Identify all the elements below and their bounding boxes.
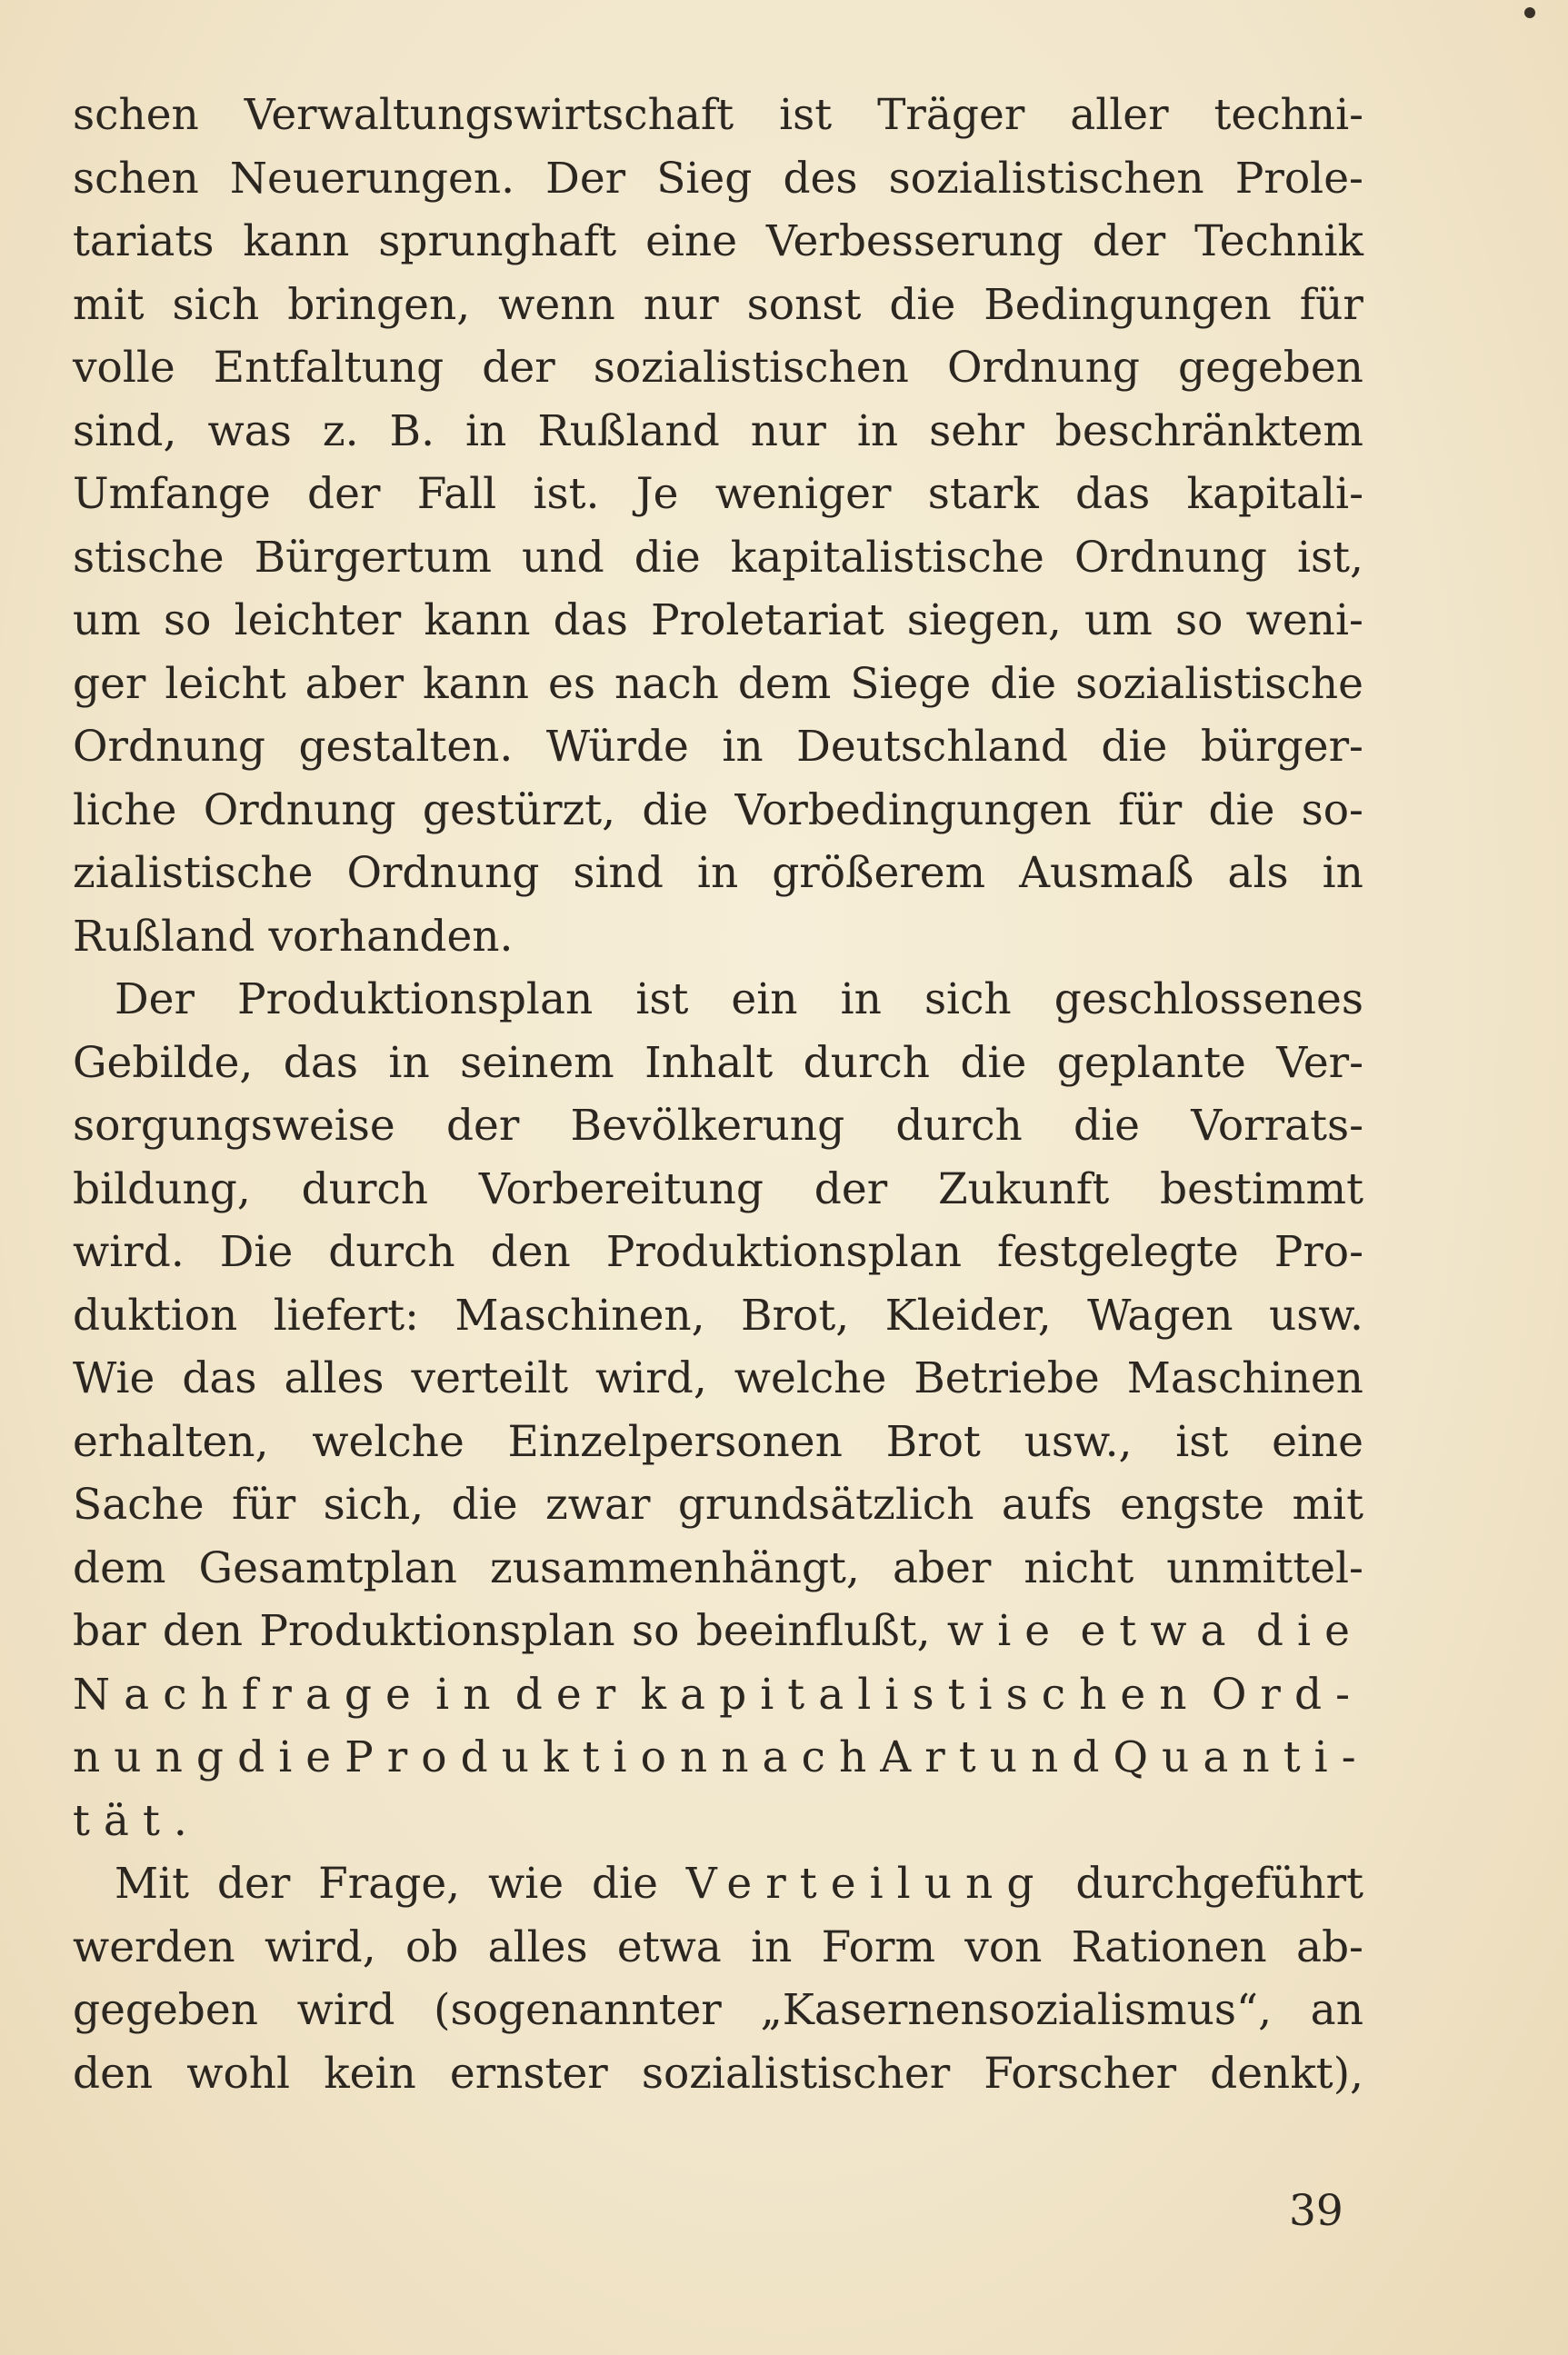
word: Entfaltung xyxy=(213,343,444,393)
word: um xyxy=(1084,595,1153,645)
text-line xyxy=(73,1537,1363,1601)
word: sorgungsweise xyxy=(73,1101,395,1151)
text-line xyxy=(73,2042,1363,2106)
word: sozialistischen xyxy=(888,153,1204,204)
word: Würde xyxy=(545,722,689,772)
word: was xyxy=(207,405,292,456)
word: Verteilung xyxy=(685,1859,1048,1909)
word: ist xyxy=(779,90,833,140)
text-line xyxy=(73,1726,1370,1790)
word: sozialistische xyxy=(1075,658,1363,709)
page-number: 39 xyxy=(1289,2186,1343,2236)
word: nach xyxy=(721,1732,881,1782)
word: Wie xyxy=(73,1353,155,1403)
text-line xyxy=(73,1284,1363,1348)
word: Betriebe xyxy=(914,1353,1100,1403)
word: zwar xyxy=(544,1480,651,1530)
word: geschlossenes xyxy=(1054,974,1363,1024)
word: das xyxy=(182,1353,257,1403)
word: „Kasernensozialismus“, xyxy=(760,1985,1273,2035)
word: Ordnung xyxy=(946,343,1140,393)
word: als xyxy=(1227,848,1289,898)
text-line xyxy=(73,1600,1363,1663)
word: so- xyxy=(1301,784,1363,835)
word: Gebilde, xyxy=(73,1037,254,1088)
word: Maschinen, xyxy=(454,1290,705,1341)
word: engste xyxy=(1120,1480,1265,1530)
word: Maschinen xyxy=(1126,1353,1363,1403)
word: Umfange xyxy=(73,469,271,519)
word: die xyxy=(1101,722,1168,772)
word: Produktion xyxy=(345,1732,722,1782)
word: die xyxy=(960,1037,1027,1088)
word: Deutschland xyxy=(796,722,1068,772)
word: sozialistischer xyxy=(641,2048,951,2099)
word: in xyxy=(465,405,507,456)
word: dem xyxy=(737,658,832,709)
word: bürger- xyxy=(1200,722,1363,772)
word: seinem xyxy=(460,1037,614,1088)
word: die xyxy=(642,784,709,835)
word: die xyxy=(1255,1606,1363,1656)
word: festgelegte xyxy=(996,1227,1239,1277)
word: wohl xyxy=(186,2048,291,2099)
word: es xyxy=(548,658,595,709)
word: der xyxy=(307,469,381,519)
word: Die xyxy=(219,1227,294,1277)
word: gestürzt, xyxy=(422,784,616,835)
word: sonst xyxy=(746,279,862,330)
word: die xyxy=(889,279,956,330)
text-line xyxy=(73,715,1363,779)
word: Sache xyxy=(73,1480,205,1530)
text-line xyxy=(73,274,1363,337)
word: Kleider, xyxy=(884,1290,1052,1341)
word: Je xyxy=(635,469,679,519)
text-line xyxy=(73,463,1363,526)
text-line xyxy=(73,1032,1363,1095)
text-line xyxy=(73,589,1363,653)
word: wie xyxy=(946,1606,1064,1656)
word: liefert: xyxy=(273,1290,420,1341)
word: sich xyxy=(924,974,1012,1024)
word: etwa xyxy=(616,1921,722,1972)
word: etwa xyxy=(1080,1606,1240,1656)
word: Der xyxy=(115,974,195,1024)
body-text xyxy=(73,84,1370,2105)
text-line xyxy=(73,336,1363,400)
word: Ausmaß xyxy=(1019,848,1194,898)
word: ernster xyxy=(449,2048,608,2099)
word: wird, xyxy=(595,1353,707,1403)
word: das xyxy=(283,1037,358,1088)
word: geplante xyxy=(1056,1037,1246,1088)
word: kapitali- xyxy=(1186,469,1363,519)
word: ob xyxy=(404,1921,459,1972)
word: die xyxy=(1074,1101,1140,1151)
word: wird. xyxy=(73,1227,185,1277)
word: Art xyxy=(880,1732,990,1782)
word: Einzelpersonen xyxy=(507,1416,843,1467)
word: ger xyxy=(73,658,146,709)
word: die xyxy=(591,1859,658,1909)
word: denkt), xyxy=(1210,2048,1363,2099)
word: ab- xyxy=(1295,1921,1363,1972)
word: Vorbedingungen xyxy=(734,784,1092,835)
word: für xyxy=(1299,279,1363,330)
word: so xyxy=(1175,595,1223,645)
word: Pro- xyxy=(1273,1227,1363,1277)
text-line xyxy=(73,84,1363,147)
word: in xyxy=(722,722,764,772)
text-line xyxy=(73,147,1363,211)
text-line xyxy=(73,1094,1363,1158)
word: leicht xyxy=(165,658,286,709)
text-line xyxy=(73,1979,1363,2042)
word: der xyxy=(1092,216,1166,266)
word: nur xyxy=(750,405,826,456)
word: durchgeführt xyxy=(1075,1859,1363,1909)
word: nur xyxy=(643,279,719,330)
word: für xyxy=(232,1480,296,1530)
word: wie xyxy=(488,1859,564,1909)
word: vorhanden. xyxy=(268,911,514,962)
text-line xyxy=(73,1916,1363,1980)
word: Ordnung xyxy=(1074,532,1267,583)
word: durch xyxy=(803,1037,931,1088)
word: Bedingungen xyxy=(984,279,1272,330)
word: Wagen xyxy=(1087,1290,1233,1341)
word: aller xyxy=(1070,90,1169,140)
word: gegeben xyxy=(1177,343,1363,393)
text-line xyxy=(73,779,1363,843)
word: ist xyxy=(1175,1416,1229,1467)
word: mit xyxy=(1292,1480,1363,1530)
word: Vorrats- xyxy=(1191,1101,1363,1151)
word: Rationen xyxy=(1071,1921,1267,1972)
word: Vorbereitung xyxy=(478,1163,764,1214)
word: zialistische xyxy=(73,848,314,898)
word: das xyxy=(1074,469,1151,519)
word: Sieg xyxy=(656,153,753,204)
word: durch xyxy=(895,1101,1023,1151)
word: der xyxy=(216,1859,291,1909)
word: von xyxy=(964,1921,1043,1972)
word: durch xyxy=(328,1227,455,1277)
text-line xyxy=(73,1158,1363,1222)
word: Ordnung xyxy=(203,784,396,835)
word: nung xyxy=(73,1732,238,1782)
word: Gesamtplan xyxy=(198,1542,457,1593)
word: beschränktem xyxy=(1054,405,1363,456)
text-line xyxy=(73,526,1363,590)
word: an xyxy=(1310,1985,1363,2035)
text-line xyxy=(73,1663,1363,1727)
word: techni- xyxy=(1213,90,1363,140)
text-line xyxy=(73,1473,1363,1537)
word: sehr xyxy=(929,405,1024,456)
word: Brot xyxy=(885,1416,981,1467)
word: die xyxy=(237,1732,345,1782)
word: sind xyxy=(573,848,664,898)
word: Rußland xyxy=(537,405,720,456)
word: und xyxy=(989,1732,1114,1782)
word: durch xyxy=(301,1163,429,1214)
word: Ord- xyxy=(1211,1669,1363,1720)
text-line xyxy=(73,905,1363,969)
word: schen xyxy=(73,153,199,204)
word: kann xyxy=(424,595,531,645)
word: für xyxy=(1118,784,1183,835)
word: werden xyxy=(73,1921,235,1972)
word: Proletariat xyxy=(651,595,884,645)
word: sozialistischen xyxy=(593,343,909,393)
word: Neuerungen. xyxy=(229,153,515,204)
word: Zukunft xyxy=(937,1163,1110,1214)
word: Produktionsplan xyxy=(259,1606,615,1656)
word: größerem xyxy=(772,848,986,898)
word: welche xyxy=(734,1353,887,1403)
word: Träger xyxy=(877,90,1025,140)
word: in xyxy=(435,1669,504,1720)
word: des xyxy=(783,153,858,204)
word: Produktionsplan xyxy=(605,1227,963,1277)
word: in xyxy=(1322,848,1363,898)
word: ist. xyxy=(533,469,600,519)
word: Bevölkerung xyxy=(570,1101,845,1151)
word: die xyxy=(990,658,1057,709)
word: erhalten, xyxy=(73,1416,269,1467)
word: alles xyxy=(487,1921,588,1972)
word: kapitalistische xyxy=(730,532,1044,583)
word: die xyxy=(634,532,701,583)
word: Forscher xyxy=(984,2048,1177,2099)
word: Rußland xyxy=(73,911,255,962)
word: Der xyxy=(545,153,626,204)
word: schen xyxy=(73,90,199,140)
text-line xyxy=(73,210,1363,274)
word: aufs xyxy=(1001,1480,1093,1530)
text-line xyxy=(73,1790,1363,1853)
word: aber xyxy=(305,658,404,709)
word: dem xyxy=(73,1542,166,1593)
word: usw. xyxy=(1268,1290,1363,1341)
word: in xyxy=(856,405,899,456)
word: Ordnung xyxy=(346,848,540,898)
word: Ordnung xyxy=(73,722,265,772)
word: Verwaltungswirtschaft xyxy=(244,90,734,140)
word: den xyxy=(162,1606,244,1656)
word: zusammenhängt, xyxy=(490,1542,860,1593)
word: nach xyxy=(614,658,719,709)
word: bringen, xyxy=(287,279,471,330)
word: Siege xyxy=(850,658,972,709)
text-line xyxy=(73,842,1363,905)
word: ein xyxy=(731,974,798,1024)
word: mit xyxy=(73,279,145,330)
word: in xyxy=(751,1921,793,1972)
word: in xyxy=(840,974,882,1024)
text-line xyxy=(73,1221,1363,1284)
word: grundsätzlich xyxy=(677,1480,974,1530)
word: z. xyxy=(322,405,359,456)
word: eine xyxy=(1272,1416,1363,1467)
word: Inhalt xyxy=(644,1037,774,1088)
word: die xyxy=(1208,784,1275,835)
word: den xyxy=(490,1227,571,1277)
text-line xyxy=(73,653,1363,716)
text-line xyxy=(73,1347,1363,1411)
word: welche xyxy=(312,1416,464,1467)
word: der xyxy=(814,1163,888,1214)
word: gestalten. xyxy=(298,722,514,772)
word: so xyxy=(164,595,212,645)
word: kann xyxy=(243,216,350,266)
word: Prole- xyxy=(1234,153,1363,204)
word: leichter xyxy=(234,595,402,645)
word: siegen, xyxy=(906,595,1062,645)
word: Quanti- xyxy=(1113,1732,1370,1782)
word: Nachfrage xyxy=(73,1669,424,1720)
word: in xyxy=(696,848,739,898)
word: sich xyxy=(172,279,260,330)
text-line xyxy=(73,1852,1363,1916)
text-line xyxy=(73,400,1363,464)
word: duktion xyxy=(73,1290,238,1341)
word: weni- xyxy=(1245,595,1363,645)
word: und xyxy=(522,532,604,583)
word: gegeben xyxy=(73,1985,258,2035)
word: weniger xyxy=(714,469,892,519)
word: liche xyxy=(73,784,177,835)
word: Verbesserung xyxy=(765,216,1064,266)
word: bestimmt xyxy=(1160,1163,1363,1214)
word: Produktionsplan xyxy=(237,974,594,1024)
word: kapitalistischen xyxy=(640,1669,1201,1720)
word: tät. xyxy=(73,1795,201,1846)
word: der xyxy=(445,1101,520,1151)
word: sprunghaft xyxy=(378,216,617,266)
word: der xyxy=(514,1669,630,1720)
word: Mit xyxy=(115,1859,190,1909)
word: alles xyxy=(284,1353,385,1403)
word: verteilt xyxy=(411,1353,569,1403)
word: Technik xyxy=(1194,216,1363,266)
word: ist xyxy=(635,974,689,1024)
word: der xyxy=(482,343,555,393)
word: usw., xyxy=(1024,1416,1133,1467)
word: aber xyxy=(892,1542,992,1593)
word: sich, xyxy=(323,1480,424,1530)
text-line xyxy=(73,968,1363,1032)
word: kein xyxy=(324,2048,416,2099)
word: so xyxy=(631,1606,680,1656)
word: Fall xyxy=(416,469,497,519)
word: wird xyxy=(296,1985,395,2035)
word: wird, xyxy=(264,1921,376,1972)
word: volle xyxy=(73,343,175,393)
word: unmittel- xyxy=(1166,1542,1363,1593)
word: Frage, xyxy=(318,1859,461,1909)
word: bildung, xyxy=(73,1163,251,1214)
word: Form xyxy=(821,1921,936,1972)
word: tariats xyxy=(73,216,215,266)
word: (sogenannter xyxy=(434,1985,722,2035)
word: stark xyxy=(927,469,1039,519)
word: kann xyxy=(423,658,530,709)
word: bar xyxy=(73,1606,146,1656)
word: stische xyxy=(73,532,225,583)
word: Brot, xyxy=(741,1290,850,1341)
word: den xyxy=(73,2048,154,2099)
ink-speck xyxy=(1524,7,1535,18)
word: Ver- xyxy=(1276,1037,1363,1088)
word: B. xyxy=(389,405,435,456)
text-line xyxy=(73,1411,1363,1474)
word: sind, xyxy=(73,405,177,456)
word: nicht xyxy=(1024,1542,1134,1593)
word: ist, xyxy=(1296,532,1363,583)
word: eine xyxy=(645,216,738,266)
word: das xyxy=(553,595,628,645)
word: die xyxy=(451,1480,518,1530)
word: in xyxy=(388,1037,430,1088)
word: beeinflußt, xyxy=(695,1606,931,1656)
word: Bürgertum xyxy=(254,532,492,583)
word: wenn xyxy=(498,279,615,330)
word: um xyxy=(73,595,141,645)
